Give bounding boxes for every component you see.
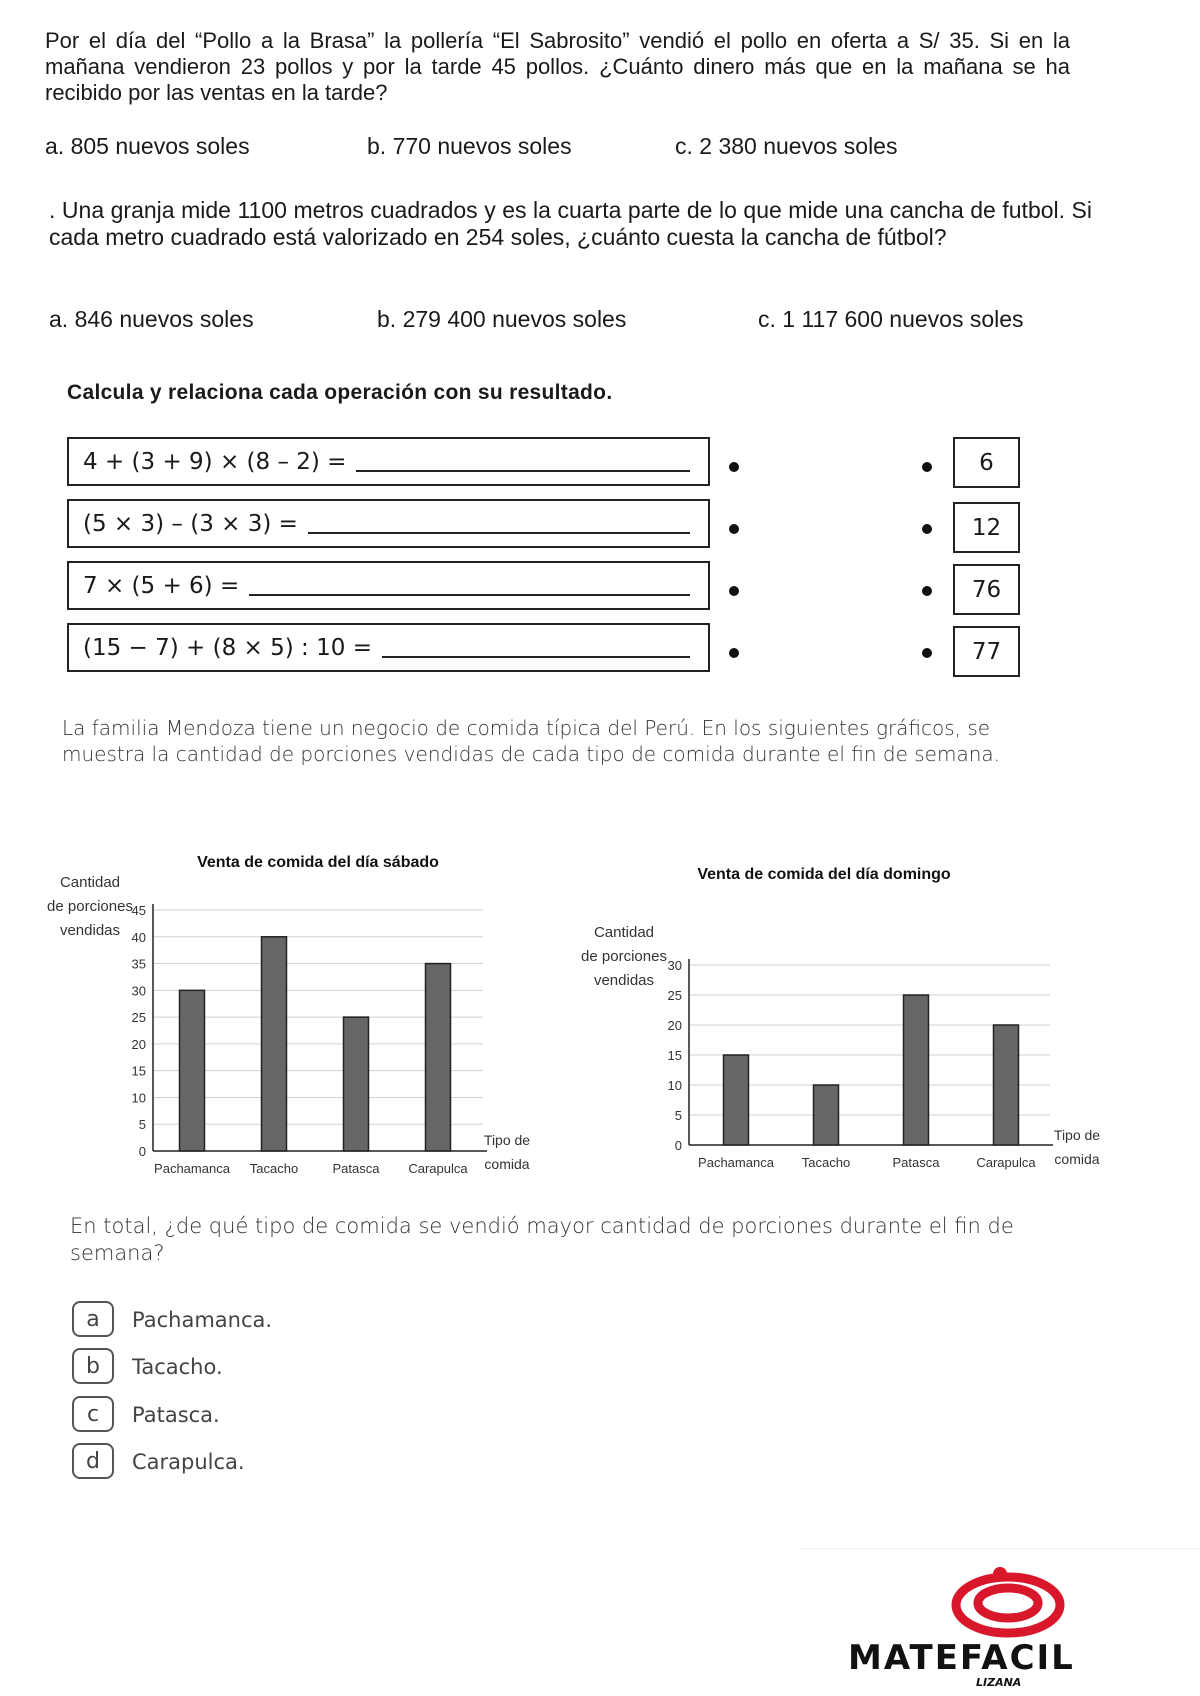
operation-box-3 <box>67 561 710 610</box>
chart-saturday <box>0 840 580 1180</box>
bar-patasca <box>344 1017 369 1151</box>
problem-1-option-b: b. 770 nuevos soles <box>367 133 572 159</box>
bar-pachamanca <box>180 990 205 1151</box>
logo-wordmark: MATEFACIL <box>848 1638 1075 1678</box>
operation-text: 4 + (3 + 9) × (8 – 2) = <box>83 448 347 475</box>
x-axis-label: Tipo de <box>483 1132 531 1148</box>
chart-sunday <box>580 840 1100 1180</box>
result-box: 76 <box>953 564 1020 615</box>
y-tick-label: 45 <box>131 903 146 918</box>
y-axis-label: de porciones <box>47 898 133 915</box>
x-tick-label: Carapulca <box>976 1155 1036 1170</box>
choice-c-letter[interactable]: c <box>72 1396 114 1432</box>
operation-box-4 <box>67 623 710 672</box>
y-tick-label: 25 <box>131 1010 146 1026</box>
bar-tacacho <box>262 937 287 1151</box>
result-box: 12 <box>953 502 1020 553</box>
y-axis-label: de porciones <box>581 948 667 965</box>
x-tick-label: Patasca <box>332 1161 380 1176</box>
choice-a-letter[interactable]: a <box>72 1301 114 1337</box>
x-tick-label: Patasca <box>892 1155 940 1170</box>
chart-title: Venta de comida del día domingo <box>697 866 951 883</box>
y-tick-label: 10 <box>131 1090 146 1106</box>
match-dot-left[interactable] <box>729 648 739 658</box>
y-tick-label: 20 <box>667 1018 682 1033</box>
match-dot-left[interactable] <box>729 524 739 534</box>
operation-box-1 <box>67 437 710 486</box>
y-axis-label: Cantidad <box>593 924 655 941</box>
choice-b-text[interactable]: Tacacho. <box>132 1355 223 1379</box>
y-tick-label: 30 <box>131 983 146 999</box>
y-tick-label: 35 <box>131 956 146 972</box>
matching-heading: Calcula y relaciona cada operación con su resultado. <box>67 381 613 404</box>
x-tick-label: Tacacho <box>801 1155 851 1170</box>
y-tick-label: 10 <box>667 1078 682 1093</box>
bar-tacacho <box>814 1085 839 1145</box>
match-dot-right[interactable] <box>922 586 932 596</box>
y-tick-label: 25 <box>667 988 682 1003</box>
y-axis-label: Cantidad <box>59 874 121 891</box>
y-tick-label: 0 <box>138 1144 146 1159</box>
logo-subtitle: LIZANA <box>976 1676 1022 1689</box>
x-axis-label: comida <box>484 1156 530 1172</box>
answer-line[interactable] <box>382 638 690 658</box>
y-tick-label: 5 <box>138 1117 146 1133</box>
question-text: En total, ¿de qué tipo de comida se vendió mayor cantidad de porciones durante el fin de semana? <box>70 1214 1014 1265</box>
intro-paragraph: La familia Mendoza tiene un negocio de comida típica del Perú. En los siguientes gráficos, se muestra la cantidad de porciones vendidas de cada tipo de comida durante el fin de semana. <box>62 716 1001 766</box>
problem-1-option-a: a. 805 nuevos soles <box>45 133 250 159</box>
choice-d-letter[interactable]: d <box>72 1443 114 1479</box>
y-tick-label: 0 <box>674 1138 682 1153</box>
y-axis-label: vendidas <box>59 922 121 939</box>
y-tick-label: 40 <box>131 929 146 945</box>
y-axis-label: vendidas <box>593 972 655 989</box>
choice-a-text[interactable]: Pachamanca. <box>132 1308 273 1332</box>
match-dot-left[interactable] <box>729 586 739 596</box>
bar-pachamanca <box>724 1055 749 1145</box>
match-dot-right[interactable] <box>922 648 932 658</box>
matefacil-logo-icon <box>950 1560 1070 1650</box>
bar-patasca <box>904 995 929 1145</box>
x-tick-label: Pachamanca <box>154 1161 230 1176</box>
operation-text: 7 × (5 + 6) = <box>83 572 240 599</box>
y-tick-label: 15 <box>131 1063 146 1079</box>
y-tick-label: 15 <box>667 1048 682 1063</box>
problem-2-option-b: b. 279 400 nuevos soles <box>377 306 627 332</box>
result-box: 77 <box>953 626 1020 677</box>
operation-box-2 <box>67 499 710 548</box>
x-tick-label: Pachamanca <box>698 1155 774 1170</box>
problem-2-option-c: c. 1 117 600 nuevos soles <box>758 306 1024 332</box>
bar-carapulca <box>426 964 451 1151</box>
bar-carapulca <box>994 1025 1019 1145</box>
match-dot-left[interactable] <box>729 462 739 472</box>
problem-2-text: . Una granja mide 1100 metros cuadrados y es la cuarta parte de lo que mide una cancha de futbol. Si cada metro cuadrado está valorizado en 254 soles, ¿cuánto cuesta la cancha de fútbol? <box>49 197 1092 250</box>
problem-2-option-a: a. 846 nuevos soles <box>49 306 254 332</box>
answer-line[interactable] <box>308 514 690 534</box>
x-tick-label: Tacacho <box>249 1161 299 1176</box>
y-tick-label: 20 <box>131 1036 146 1052</box>
x-tick-label: Carapulca <box>408 1161 468 1176</box>
chart-title: Venta de comida del día sábado <box>197 854 439 871</box>
match-dot-right[interactable] <box>922 524 932 534</box>
y-tick-label: 5 <box>674 1108 682 1123</box>
choice-b-letter[interactable]: b <box>72 1348 114 1384</box>
match-dot-right[interactable] <box>922 462 932 472</box>
choice-c-text[interactable]: Patasca. <box>132 1403 220 1427</box>
operation-text: (15 − 7) + (8 × 5) : 10 = <box>83 634 372 661</box>
problem-1-text: Por el día del “Pollo a la Brasa” la pollería “El Sabrosito” vendió el pollo en oferta a S/ 35. Si en la mañana vendieron 23 pollos y por la tarde 45 pollos. ¿Cuánto dinero más que en la mañana se ha recibido por las ventas en la tarde? <box>45 28 1070 105</box>
operation-text: (5 × 3) – (3 × 3) = <box>83 510 298 537</box>
answer-line[interactable] <box>249 576 690 596</box>
x-axis-label: Tipo de <box>1053 1127 1100 1143</box>
result-box: 6 <box>953 437 1020 488</box>
answer-line[interactable] <box>356 452 690 472</box>
choice-d-text[interactable]: Carapulca. <box>132 1450 245 1474</box>
footer-divider <box>800 1548 1200 1549</box>
x-axis-label: comida <box>1054 1151 1100 1167</box>
problem-1-option-c: c. 2 380 nuevos soles <box>675 133 898 159</box>
y-tick-label: 30 <box>667 958 682 973</box>
